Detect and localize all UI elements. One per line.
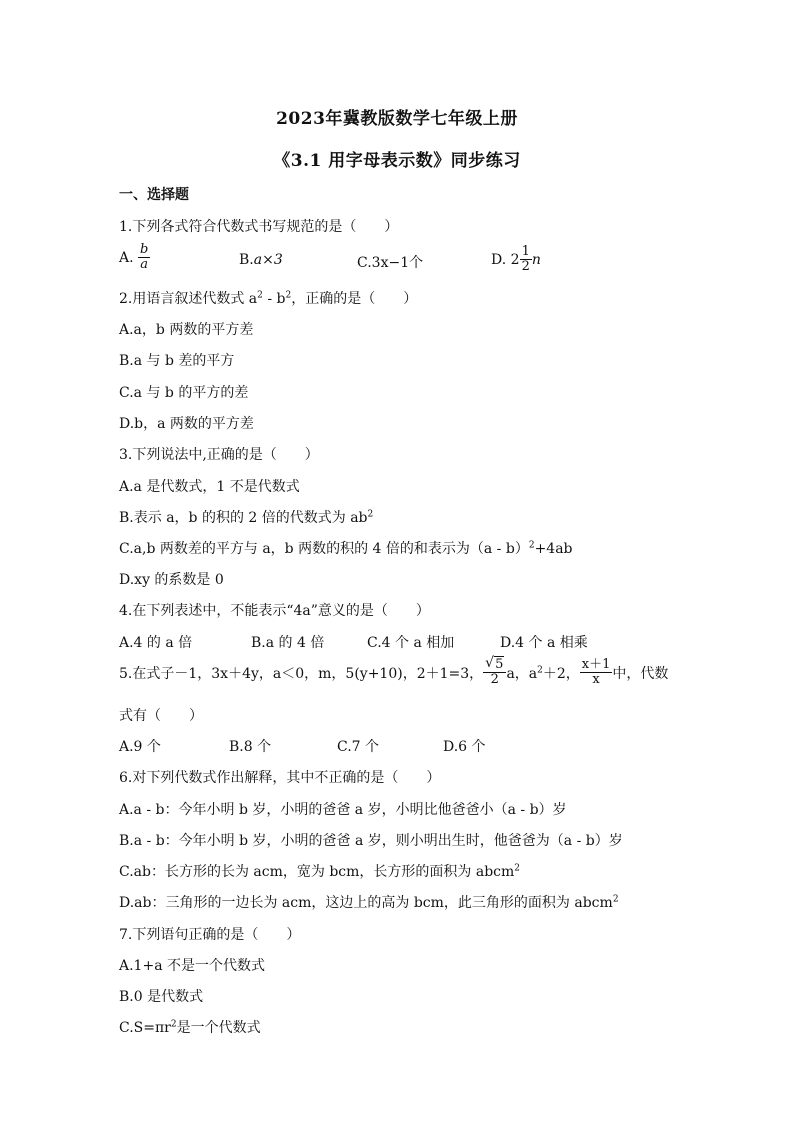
question-4-option-c: C.4 个 a 相加 <box>367 635 455 651</box>
question-3-option-a: A.a 是代数式，1 不是代数式 <box>119 479 300 495</box>
question-3-option-b: B.表示 a，b 的积的 2 倍的代数式为 $ab^2$ <box>119 509 374 526</box>
question-6-option-c: C.ab：长方形的长为 acm，宽为 bcm，长方形的面积为 abcm$^2$ <box>119 863 521 880</box>
document-subtitle: 《3.1 用字母表示数》同步练习 <box>273 151 521 171</box>
question-3-option-d: D.xy 的系数是 0 <box>119 572 224 588</box>
question-1-option-c: C.3x−1个 <box>357 255 424 271</box>
question-2-option-d: D.b，a 两数的平方差 <box>119 416 254 432</box>
question-6-option-d: D.ab：三角形的一边长为 acm，这边上的高为 bcm，此三角形的面积为 abcm$^2$ <box>119 894 619 911</box>
fraction-sqrt5-over-2: √ 5 2 <box>483 658 506 688</box>
question-7-option-a: A.1+a 不是一个代数式 <box>119 958 265 974</box>
question-5-option-b: B.8 个 <box>229 739 272 755</box>
question-7-stem: 7.下列语句正确的是（ ） <box>119 927 301 943</box>
question-5-stem-line-2: 式有（ ） <box>119 708 203 724</box>
question-1-option-a: A. $\frac{b}{a}$ <box>119 242 149 273</box>
question-7-option-b: B.0 是代数式 <box>119 989 204 1005</box>
question-3-stem: 3.下列说法中,正确的是（ ） <box>119 447 319 463</box>
question-1-stem: 1.下列各式符合代数式书写规范的是（ ） <box>119 219 399 235</box>
section-heading: 一、选择题 <box>119 187 189 203</box>
fraction-b-over-a: $\frac{b}{a}$ <box>140 242 149 273</box>
question-4-option-a: A.4 的 a 倍 <box>119 635 193 651</box>
fraction-one-half: $\frac{1}{2}$ <box>521 244 530 275</box>
question-4-stem: 4.在下列表述中，不能表示“4a”意义的是（ ） <box>119 603 430 619</box>
document-title: 2023年冀教版数学七年级上册 <box>276 109 518 129</box>
fraction-x-plus-1-over-x: $\frac{x+1}{x}$ <box>581 657 611 688</box>
question-1-option-d: D. 2 $\frac{1}{2}$ n <box>491 244 541 275</box>
question-6-stem: 6.对下列代数式作出解释，其中不正确的是（ ） <box>119 770 441 786</box>
question-3-option-c: C.a,b 两数差的平方与 a，b 两数的积的 4 倍的和表示为（a - b）$^2$+4ab <box>119 540 573 557</box>
question-4-option-d: D.4 个 a 相乘 <box>500 635 588 651</box>
question-2-option-b: B.a 与 b 差的平方 <box>119 353 235 369</box>
question-1-option-b: B.a×3 <box>239 252 283 268</box>
question-7-option-c: $C.S=\pi r^2$是一个代数式 <box>119 1019 261 1036</box>
question-5-stem: 5.在式子－1，3x＋4y，a＜0，m，5(y+10)，2＋1=3， √ 5 2 a，$a^2+2$， $\frac{x+1}{x}$ 中，代数 <box>119 655 669 688</box>
question-5-option-d: D.6 个 <box>443 739 486 755</box>
question-5-option-a: A.9 个 <box>119 739 161 755</box>
question-2-option-c: C.a 与 b 的平方的差 <box>119 385 249 401</box>
question-6-option-a: A.a - b：今年小明 b 岁，小明的爸爸 a 岁，小明比他爸爸小（a - b）岁 <box>119 802 567 818</box>
question-5-option-c: C.7 个 <box>337 739 380 755</box>
question-2-stem: 2.用语言叙述代数式 $a^2 - b^2$，正确的是（ ） <box>119 290 418 307</box>
question-4-option-b: B.a 的 4 倍 <box>251 635 325 651</box>
question-6-option-b: B.a - b：今年小明 b 岁，小明的爸爸 a 岁，则小明出生时，他爸爸为（a - b）岁 <box>119 833 623 849</box>
question-2-option-a: A.a，b 两数的平方差 <box>119 322 254 338</box>
